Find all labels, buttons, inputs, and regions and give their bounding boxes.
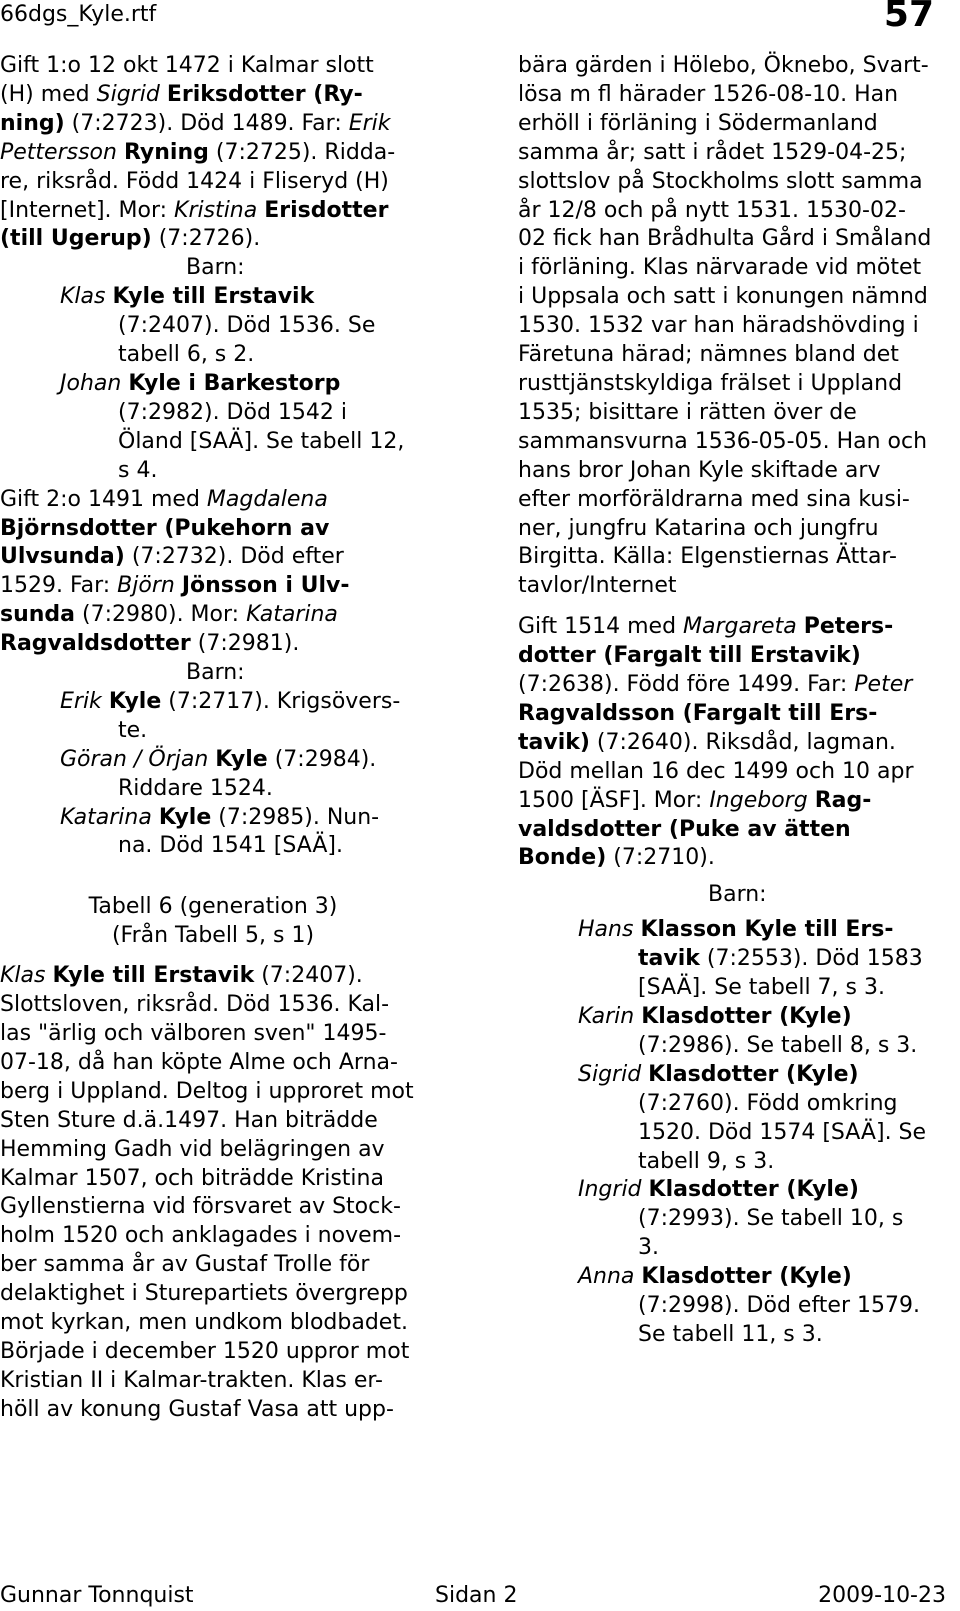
bold-name: Klasdotter (Kyle) [641,1004,852,1029]
bold-name: Peters- [803,614,894,640]
text-run: 1520. Död 1574 [SAÄ]. Se [638,1119,927,1145]
bold-name: Kyle till Erstavik [52,963,255,989]
text-run: (7:2982). Död 1542 i [118,399,348,425]
text-run: (7:2980). Mor: [75,602,247,628]
text-run: Riddare 1524. [118,775,273,801]
given-name: Katarina [60,804,152,830]
text-run: (7:2981). [190,631,300,657]
marriage-1-paragraph [0,52,440,254]
bold-name: Jönsson i Ulv- [181,573,350,599]
text-run: Gift 1514 med [518,614,684,640]
table-source: (Från Tabell 5, s 1) [111,923,315,949]
text-run: Gift 1:o 12 okt 1472 i Kalmar slott [0,53,374,78]
text-run: [Internet]. Mor: [0,197,175,223]
children-label: Barn: [186,255,245,281]
text-run: delaktighet i Sturepartiets övergrepp [0,1281,408,1307]
given-name: Göran / Örjan [60,746,209,772]
text-run: år 12/8 och på nytt 1531. 1530-02- [518,197,906,223]
text-run: (7:2638). Född före 1499. Far: [518,672,855,698]
text-run: Kalmar 1507, och biträdde Kristina [0,1165,384,1191]
text-run: te. [118,717,148,743]
bold-name: Kyle [108,688,162,714]
text-run [152,805,159,830]
bold-name: dotter (Fargalt till Erstavik) [518,643,861,669]
text-run: höll av konung Gustaf Vasa att upp- [0,1396,394,1422]
given-name: Sigrid [96,81,160,107]
text-run: 1500 [ÄSF]. Mor: [518,787,710,813]
text-run: (7:2710). [606,845,715,871]
text-run: slottslov på Stockholms slott samma [518,168,923,194]
text-run: samma år; satt i rådet 1529-04-25; [518,139,907,165]
given-name: Karin [578,1004,635,1029]
table-heading: Tabell 6 (generation 3) [88,894,338,920]
text-run: Birgitta. Källa: Elgenstiernas Ättar- [518,544,897,570]
given-name: Pettersson [0,139,117,165]
text-run: tavlor/Internet [518,573,677,599]
given-name: Klas [0,963,46,989]
child-entry [0,688,440,746]
bold-name: Ryning [123,139,209,165]
text-run: (H) med [0,81,97,107]
text-run: Gyllenstierna vid försvaret av Stock- [0,1194,401,1220]
text-run: (7:2717). Krigsövers- [161,688,401,714]
text-run: (7:2998). Död efter 1579. [638,1293,920,1319]
document-filename: 66dgs_Kyle.rtf [0,2,157,27]
text-run: Se tabell 11, s 3. [638,1321,823,1347]
bold-name: Kyle [158,804,212,830]
bold-name: ning) [0,110,65,136]
text-run: rusttjänstskyldiga frälset i Uppland [518,370,903,396]
biography-continuation [518,52,956,601]
text-run: (7:2723). Död 1489. Far: [64,110,349,136]
given-name: Ingeborg [709,787,808,813]
bold-name: Klasdotter (Kyle) [648,1177,859,1203]
text-run [160,82,167,107]
text-run: (7:2553). Död 1583 [699,946,923,972]
left-column [0,52,440,1425]
bold-name: tavik) [518,729,590,755]
given-name: Klas [60,284,106,310]
footer-date: 2009-10-23 [818,1583,946,1608]
text-run: Färetuna härad; nämnes bland det [518,342,899,368]
given-name: Björn [117,573,175,599]
marriage-paragraph [518,613,956,873]
text-run: las "ärlig och välboren sven" 1495- [0,1021,387,1046]
footer-author: Gunnar Tonnquist [0,1583,194,1608]
text-run: erhöll i förläning i Södermanland [518,110,878,136]
text-run: lösa m fl härader 1526-08-10. Han [518,81,899,107]
text-run: (7:2984). [267,746,377,772]
child-entry [518,1176,956,1263]
bold-name: Klasdotter (Kyle) [641,1264,852,1290]
text-run: hans bror Johan Kyle skiftade arv [518,457,881,483]
text-run: i förläning. Klas närvarade vid mötet [518,255,922,281]
given-name: Margareta [683,614,797,640]
right-column [518,52,956,1350]
given-name: Anna [578,1264,635,1290]
bold-name: Rag- [814,787,872,813]
text-run: (7:2985). Nun- [211,804,380,830]
given-name: Kristina [174,197,258,223]
given-name: Johan [60,370,122,396]
text-run: Sten Sture d.ä.1497. Han biträdde [0,1107,378,1133]
text-run: holm 1520 och anklagades i novem- [0,1223,402,1249]
given-name: Sigrid [578,1061,642,1087]
bold-name: Kyle till Erstavik [112,284,315,310]
child-entry [0,283,440,370]
children-label: Barn: [186,660,245,686]
text-run: 02 fick han Brådhulta Gård i Småland [518,226,932,252]
children-label: Barn: [708,882,767,908]
text-run: tabell 9, s 3. [638,1148,775,1174]
bold-name: Kyle i Barkestorp [128,370,341,396]
text-run: (7:2407). Död 1536. Se [118,313,376,339]
bold-name: Ragvaldsson (Fargalt till Ers- [518,700,878,726]
text-run: 3. [638,1235,659,1261]
child-entry [0,746,440,804]
text-run: ner, jungfru Katarina och jungfru [518,515,879,541]
text-run: Började i december 1520 uppror mot [0,1338,410,1364]
bold-name: Ragvaldsdotter [0,631,191,657]
text-run: (7:2986). Se tabell 8, s 3. [638,1032,918,1058]
text-run [642,1177,649,1202]
given-name: Magdalena [206,486,328,512]
footer-sheet: Sidan 2 [435,1583,518,1608]
text-run: tabell 6, s 2. [118,342,255,368]
text-run: 07-18, då han köpte Alme och Arna- [0,1049,398,1075]
bold-name: Erisdotter [264,197,389,223]
text-run [808,788,815,813]
given-name: Erik [348,110,391,136]
klas-biography [0,962,440,1425]
text-run: bära gärden i Hölebo, Öknebo, Svart- [518,53,929,78]
text-run: (7:2993). Se tabell 10, s [638,1206,904,1232]
text-run: re, riksråd. Född 1424 i Fliseryd (H) [0,168,389,194]
given-name: Erik [60,688,102,714]
bold-name: valdsdotter (Puke av ätten [518,816,851,842]
text-run: Öland [SAÄ]. Se tabell 12, [118,428,405,454]
text-run: Slottsloven, riksråd. Död 1536. Kal- [0,992,390,1018]
bold-name: Kyle [215,746,268,772]
text-run: [SAÄ]. Se tabell 7, s 3. [638,975,885,1001]
text-run: (7:2407). [254,963,363,989]
text-run: berg i Uppland. Deltog i upproret mot [0,1078,414,1104]
text-run: na. Död 1541 [SAÄ]. [118,833,343,859]
text-run: efter morföräldrarna med sina kusi- [518,486,910,512]
text-run [102,689,109,714]
child-entry [0,804,440,862]
given-name: Peter [854,672,913,698]
text-run: 1535; bisittare i rätten över de [518,399,857,425]
text-run: (7:2732). Död efter [124,544,344,570]
text-run [117,140,124,165]
child-entry [518,916,956,1003]
child-entry [518,1061,956,1177]
child-entry [518,1003,956,1061]
marriage-2-paragraph [0,486,440,659]
text-run: i Uppsala och satt i konungen nämnd [518,284,928,310]
given-name: Hans [578,917,634,943]
bold-name: (till Ugerup) [0,226,152,252]
bold-name: Björnsdotter (Pukehorn av [0,515,330,541]
text-run: Död mellan 16 dec 1499 och 10 apr [518,758,914,784]
text-run: (7:2725). Ridda- [208,139,396,165]
given-name: Ingrid [578,1177,642,1203]
child-entry [518,1263,956,1350]
text-run: Kristian II i Kalmar-trakten. Klas er- [0,1367,383,1393]
child-entry [0,370,440,486]
bold-name: Bonde) [518,845,607,871]
bold-name: Eriksdotter (Ry- [166,81,363,107]
text-run: s 4. [118,457,158,483]
given-name: Katarina [246,602,338,628]
text-run: 1529. Far: [0,573,118,599]
text-run: 1530. 1532 var han häradshövding i [518,313,919,339]
text-run: (7:2760). Född omkring [638,1090,898,1116]
bold-name: Klasson Kyle till Ers- [640,917,894,943]
text-run [797,614,804,639]
bold-name: Ulvsunda) [0,544,125,570]
text-run: (7:2640). Riksdåd, lagman. [589,729,896,755]
text-run: ber samma år av Gustaf Trolle för [0,1252,370,1278]
text-run: Gift 2:o 1491 med [0,486,207,512]
text-run: Hemming Gadh vid belägringen av [0,1136,385,1162]
text-run: mot kyrkan, men undkom blodbadet. [0,1310,408,1336]
bold-name: tavik [638,946,700,972]
bold-name: Klasdotter (Kyle) [648,1061,859,1087]
text-run: (7:2726). [151,226,261,252]
text-run: sammansvurna 1536-05-05. Han och [518,428,928,454]
page-number: 57 [883,0,934,35]
text-run [175,573,182,598]
bold-name: sunda [0,602,76,628]
